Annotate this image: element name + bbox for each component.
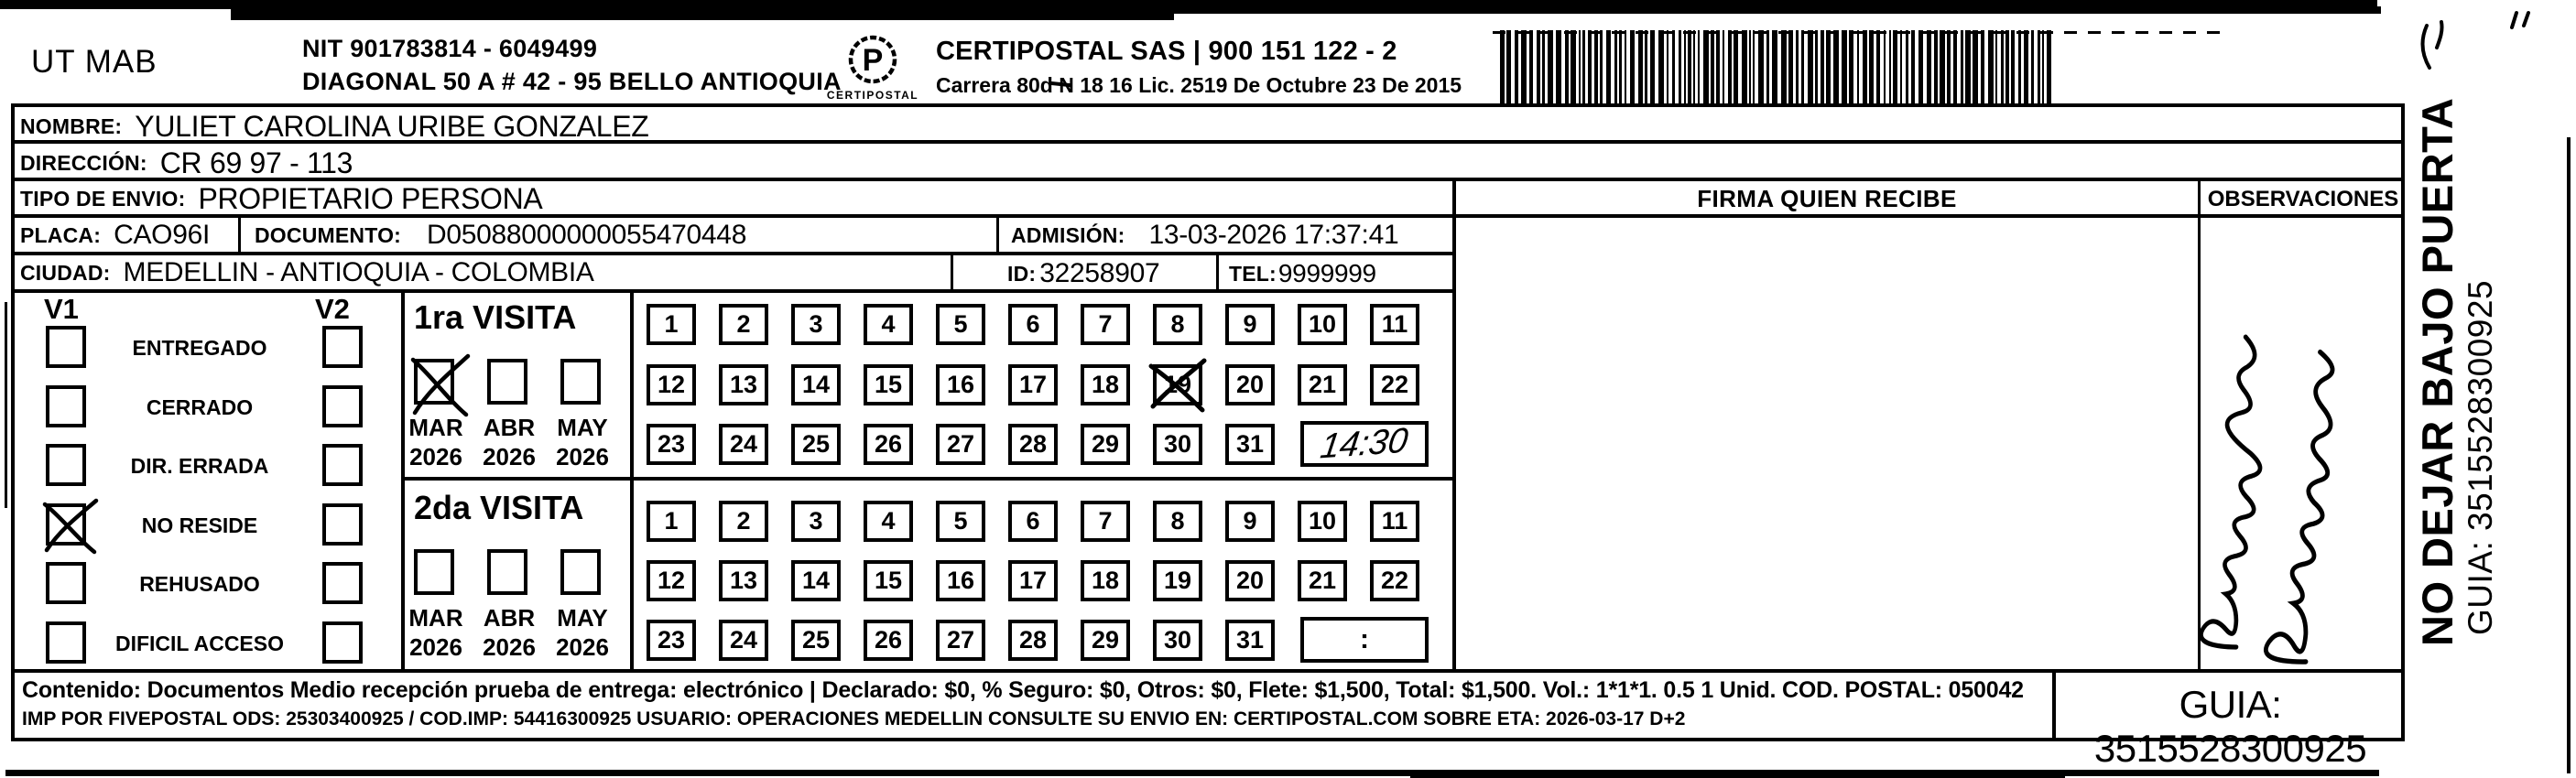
day-cell-1ra-visita-10: 10 xyxy=(1298,304,1347,345)
status-label-entregado: ENTREGADO xyxy=(132,336,267,360)
month-label-2da-visita-may: MAY xyxy=(557,604,608,632)
client-code: UT MAB xyxy=(31,44,158,80)
direccion-value: CR 69 97 - 113 xyxy=(159,146,353,179)
line-under-placa xyxy=(11,252,1456,255)
year-label-2da-visita-0: 2026 xyxy=(409,633,462,661)
day-cell-2da-visita-6: 6 xyxy=(1008,501,1058,542)
day-cell-2da-visita-11: 11 xyxy=(1370,501,1419,542)
checkbox-2da-visita-may xyxy=(560,549,601,595)
day-cell-1ra-visita-31: 31 xyxy=(1225,424,1275,465)
scan-artifact-top-bar-thick xyxy=(231,3,1174,20)
tipo-envio-label: TIPO DE ENVIO: xyxy=(20,187,186,211)
checkbox-v2-dir-errada xyxy=(322,444,363,486)
month-label-2da-visita-mar: MAR xyxy=(408,604,463,632)
day-cell-1ra-visita-17: 17 xyxy=(1008,364,1058,405)
nombre-value: YULIET CAROLINA URIBE GONZALEZ xyxy=(135,110,649,143)
day-cell-1ra-visita-28: 28 xyxy=(1008,424,1058,465)
certipostal-logo-text: CERTIPOSTAL xyxy=(826,89,919,102)
day-cell-1ra-visita-6: 6 xyxy=(1008,304,1058,345)
certipostal-logo xyxy=(822,35,923,107)
checkbox-v1-dir-errada xyxy=(46,444,86,486)
v2-column-header: V2 xyxy=(315,293,350,325)
sender-address-line: DIAGONAL 50 A # 42 - 95 BELLO ANTIOQUIA xyxy=(302,68,842,95)
side-note-no-dejar: NO DEJAR BAJO PUERTA xyxy=(2413,97,2462,646)
day-cell-2da-visita-7: 7 xyxy=(1081,501,1130,542)
barcode xyxy=(1500,30,2053,103)
ciudad-label: CIUDAD: xyxy=(20,260,111,285)
divider-id-tel xyxy=(1216,252,1219,293)
divider-documento-admision xyxy=(996,214,999,255)
observaciones-signature xyxy=(2200,224,2407,669)
line-under-ciudad xyxy=(11,289,1456,293)
day-cell-2da-visita-21: 21 xyxy=(1298,560,1347,601)
day-cell-1ra-visita-24: 24 xyxy=(719,424,768,465)
day-cell-2da-visita-16: 16 xyxy=(936,560,985,601)
year-label-1ra-visita-1: 2026 xyxy=(483,443,536,470)
company-address: Carrera 80d N 18 16 Lic. 2519 De Octubre 23 De 2015 xyxy=(936,73,1462,97)
day-cell-1ra-visita-22: 22 xyxy=(1370,364,1419,405)
day-cell-1ra-visita-25: 25 xyxy=(791,424,841,465)
checkbox-v2-rehusado xyxy=(322,562,363,604)
month-label-1ra-visita-abr: ABR xyxy=(483,414,536,441)
svg-text:P: P xyxy=(862,43,884,78)
day-cell-2da-visita-22: 22 xyxy=(1370,560,1419,601)
day-cell-1ra-visita-14: 14 xyxy=(791,364,841,405)
observaciones-header: OBSERVACIONES xyxy=(2207,187,2399,211)
day-cell-2da-visita-4: 4 xyxy=(864,501,913,542)
status-label-no-reside: NO RESIDE xyxy=(141,513,258,537)
tipo-envio-value: PROPIETARIO PERSONA xyxy=(198,182,543,215)
company-line: CERTIPOSTAL SAS | 900 151 122 - 2 xyxy=(936,37,1397,66)
checkbox-v2-no-reside xyxy=(322,503,363,546)
guia-number: GUIA: 3515528300925 xyxy=(2093,683,2367,770)
day-cell-1ra-visita-2: 2 xyxy=(719,304,768,345)
documento-label: DOCUMENTO: xyxy=(255,222,402,247)
admision-value: 13-03-2026 17:37:41 xyxy=(1148,220,1399,250)
day-cell-1ra-visita-13: 13 xyxy=(719,364,768,405)
footer-content-line: Contenido: Documentos Medio recepción prueba de entrega: electrónico | Declarado: $0, % Seguro: $0, Otros: $0, Flete: $1,500, Total: $1,500. Vol.: 1*1*1. 0.5 1 Unid. COD. POSTAL: 050042 xyxy=(22,677,2024,703)
day-cell-1ra-visita-3: 3 xyxy=(791,304,841,345)
day-cell-1ra-visita-4: 4 xyxy=(864,304,913,345)
documento-value: D05088000000055470448 xyxy=(427,220,747,250)
year-label-1ra-visita-2: 2026 xyxy=(556,443,609,470)
divider-status-visita xyxy=(401,291,405,671)
row-id xyxy=(1007,258,1159,289)
year-label-1ra-visita-0: 2026 xyxy=(409,443,462,470)
day-cell-2da-visita-24: 24 xyxy=(719,620,768,661)
handwritten-time: 14:30 xyxy=(1318,420,1411,467)
checkbox-1ra-visita-may xyxy=(560,359,601,405)
day-cell-2da-visita-5: 5 xyxy=(936,501,985,542)
day-cell-2da-visita-13: 13 xyxy=(719,560,768,601)
status-label-cerrado: CERRADO xyxy=(146,394,254,419)
scan-artifact-bottom-bar-thick xyxy=(1410,771,2065,778)
day-cell-1ra-visita-1: 1 xyxy=(647,304,696,345)
id-label: ID: xyxy=(1007,261,1037,286)
crossed-day-x-icon xyxy=(1147,359,1208,412)
day-cell-2da-visita-20: 20 xyxy=(1225,560,1275,601)
checkbox-1ra-visita-abr xyxy=(487,359,527,405)
day-cell-1ra-visita-16: 16 xyxy=(936,364,985,405)
row-tel xyxy=(1229,259,1376,288)
checkbox-1ra-visita-mar xyxy=(414,359,454,405)
day-cell-2da-visita-29: 29 xyxy=(1081,620,1130,661)
day-cell-1ra-visita-11: 11 xyxy=(1370,304,1419,345)
status-label-dir-errada: DIR. ERRADA xyxy=(130,454,269,478)
sender-nit-line: NIT 901783814 - 6049499 xyxy=(302,35,598,62)
day-cell-2da-visita-14: 14 xyxy=(791,560,841,601)
day-cell-2da-visita-25: 25 xyxy=(791,620,841,661)
checkbox-2da-visita-abr xyxy=(487,549,527,595)
day-cell-2da-visita-17: 17 xyxy=(1008,560,1058,601)
row-placa xyxy=(20,220,210,251)
placa-label: PLACA: xyxy=(20,222,102,247)
month-label-2da-visita-abr: ABR xyxy=(483,604,536,632)
day-cell-2da-visita-1: 1 xyxy=(647,501,696,542)
tel-value: 9999999 xyxy=(1277,259,1376,287)
line-between-visits xyxy=(401,477,1456,481)
visit-title-1ra-visita: 1ra VISITA xyxy=(414,298,577,336)
day-cell-2da-visita-2: 2 xyxy=(719,501,768,542)
scan-artifact-page-edge-right xyxy=(2567,137,2571,773)
footer-imp-line: IMP POR FIVEPOSTAL ODS: 25303400925 / COD.IMP: 54416300925 USUARIO: OPERACIONES MEDELLIN CONSULTE SU ENVIO EN: CERTIPOSTAL.COM SOBRE ETA: 2026-03-17 D+2 xyxy=(22,708,1686,729)
day-cell-2da-visita-18: 18 xyxy=(1081,560,1130,601)
row-admision xyxy=(1011,220,1398,251)
tel-label: TEL: xyxy=(1229,261,1277,286)
divider-visita-calendar xyxy=(630,291,634,671)
divider-ciudad-id xyxy=(951,252,953,293)
day-cell-2da-visita-30: 30 xyxy=(1153,620,1202,661)
day-cell-1ra-visita-20: 20 xyxy=(1225,364,1275,405)
day-cell-2da-visita-12: 12 xyxy=(647,560,696,601)
ciudad-value: MEDELLIN - ANTIOQUIA - COLOMBIA xyxy=(123,257,594,287)
day-cell-2da-visita-26: 26 xyxy=(864,620,913,661)
checkbox-v1-no-reside xyxy=(46,503,86,546)
month-label-1ra-visita-mar: MAR xyxy=(408,414,463,441)
side-note-guia: GUIA: 3515528300925 xyxy=(2462,279,2499,635)
checkbox-v2-dificil-acceso xyxy=(322,621,363,664)
placa-value: CAO96I xyxy=(114,220,211,250)
nombre-label: NOMBRE: xyxy=(20,114,123,138)
id-value: 32258907 xyxy=(1039,258,1160,288)
status-label-rehusado: REHUSADO xyxy=(139,572,260,596)
day-cell-1ra-visita-26: 26 xyxy=(864,424,913,465)
firma-header: FIRMA QUIEN RECIBE xyxy=(1697,185,1957,212)
checkbox-v1-dificil-acceso xyxy=(46,621,86,664)
divider-placa-documento xyxy=(238,214,241,255)
day-cell-2da-visita-10: 10 xyxy=(1298,501,1347,542)
admision-label: ADMISIÓN: xyxy=(1011,222,1125,247)
row-tipo-envio xyxy=(20,182,542,216)
scan-artifact-page-edge-left xyxy=(5,302,7,508)
row-direccion xyxy=(20,146,353,180)
day-cell-1ra-visita-19: 19 xyxy=(1153,364,1202,405)
v1-column-header: V1 xyxy=(44,293,79,325)
month-label-1ra-visita-may: MAY xyxy=(557,414,608,441)
day-cell-2da-visita-19: 19 xyxy=(1153,560,1202,601)
scan-artifact-top-bar-right xyxy=(1163,6,2381,14)
checkbox-v1-rehusado xyxy=(46,562,86,604)
year-label-2da-visita-1: 2026 xyxy=(483,633,536,661)
day-cell-2da-visita-31: 31 xyxy=(1225,620,1275,661)
visit-title-2da-visita: 2da VISITA xyxy=(414,489,584,526)
day-cell-1ra-visita-9: 9 xyxy=(1225,304,1275,345)
day-cell-2da-visita-15: 15 xyxy=(864,560,913,601)
handwriting-corner-marks xyxy=(2399,13,2555,77)
day-cell-2da-visita-27: 27 xyxy=(936,620,985,661)
day-cell-1ra-visita-18: 18 xyxy=(1081,364,1130,405)
year-label-2da-visita-2: 2026 xyxy=(556,633,609,661)
day-cell-1ra-visita-27: 27 xyxy=(936,424,985,465)
status-label-dificil-acceso: DIFICIL ACCESO xyxy=(114,631,284,655)
day-cell-1ra-visita-15: 15 xyxy=(864,364,913,405)
day-cell-2da-visita-8: 8 xyxy=(1153,501,1202,542)
row-nombre xyxy=(20,110,649,144)
certipostal-logo-icon xyxy=(822,35,923,88)
day-cell-2da-visita-28: 28 xyxy=(1008,620,1058,661)
day-cell-2da-visita-3: 3 xyxy=(791,501,841,542)
day-cell-2da-visita-9: 9 xyxy=(1225,501,1275,542)
row-ciudad xyxy=(20,257,594,288)
handwritten-x-icon xyxy=(411,354,470,416)
checkbox-2da-visita-mar xyxy=(414,549,454,595)
line-under-direccion xyxy=(11,178,2405,181)
day-cell-2da-visita-23: 23 xyxy=(647,620,696,661)
firma-area xyxy=(1456,218,2198,669)
checkbox-v2-entregado xyxy=(322,326,363,368)
direccion-label: DIRECCIÓN: xyxy=(20,151,147,175)
row-documento xyxy=(255,220,746,251)
line-above-footer xyxy=(11,669,2405,673)
time-box-1ra-visita xyxy=(1300,421,1429,467)
day-cell-1ra-visita-8: 8 xyxy=(1153,304,1202,345)
checkbox-v2-cerrado xyxy=(322,385,363,427)
checkbox-v1-entregado xyxy=(46,326,86,368)
day-cell-1ra-visita-29: 29 xyxy=(1081,424,1130,465)
day-cell-1ra-visita-30: 30 xyxy=(1153,424,1202,465)
time-box-2da-visita: : xyxy=(1300,617,1429,663)
day-cell-1ra-visita-7: 7 xyxy=(1081,304,1130,345)
day-cell-1ra-visita-21: 21 xyxy=(1298,364,1347,405)
day-cell-1ra-visita-5: 5 xyxy=(936,304,985,345)
day-cell-1ra-visita-12: 12 xyxy=(647,364,696,405)
checkbox-v1-cerrado xyxy=(46,385,86,427)
day-cell-1ra-visita-23: 23 xyxy=(647,424,696,465)
